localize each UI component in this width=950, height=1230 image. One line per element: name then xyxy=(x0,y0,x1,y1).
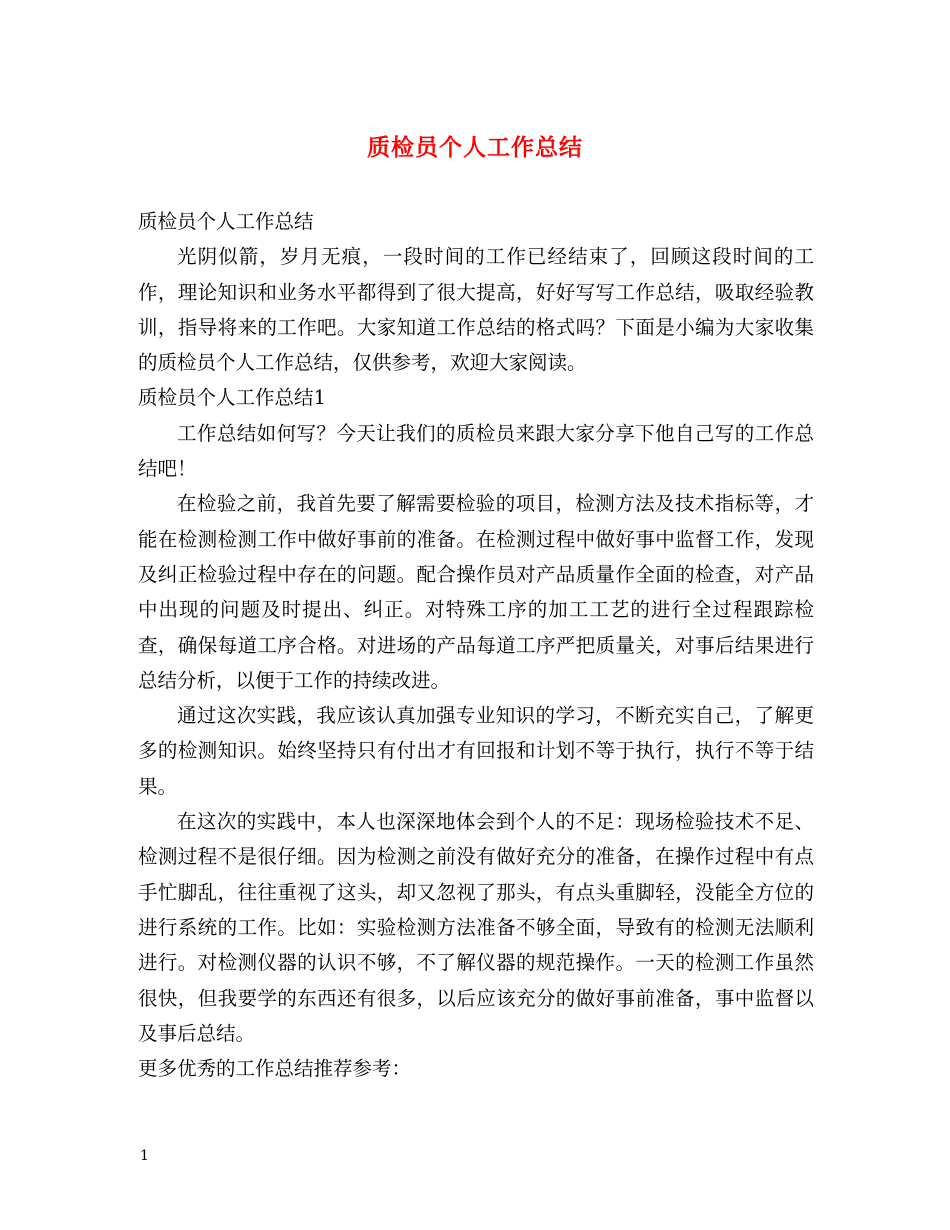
paragraph-practice: 通过这次实践，我应该认真加强专业知识的学习，不断充实自己，了解更多的检测知识。始终坚持只有付出才有回报和计划不等于执行，执行不等于结果。 xyxy=(138,704,814,798)
paragraph-lead: 工作总结如何写？今天让我们的质检员来跟大家分享下他自己写的工作总结吧！ xyxy=(138,421,814,481)
paragraph-more: 更多优秀的工作总结推荐参考： xyxy=(138,1057,412,1081)
paragraph-shortcomings: 在这次的实践中，本人也深深地体会到个人的不足：现场检验技术不足、检测过程不是很仔细。因为检测之前没有做好充分的准备，在操作过程中有点手忙脚乱，往往重视了这头，却又忽视了那头，有点头重脚轻，没能全方位的进行系统的工作。比如：实验检测方法准备不够全面，导致有的检测无法顺利进行。对检测仪器的认识不够，不了解仪器的规范操作。一天的检测工作虽然很快，但我要学的东西还有很多，以后应该充分的做好事前准备，事中监督以及事后总结。 xyxy=(138,810,814,1045)
document-title: 质检员个人工作总结 xyxy=(367,134,583,161)
paragraph-inspection: 在检验之前，我首先要了解需要检验的项目，检测方法及技术指标等，才能在检测检测工作中做好事前的准备。在检测过程中做好事中监督工作，发现及纠正检验过程中存在的问题。配合操作员对产品质量作全面的检查，对产品中出现的问题及时提出、纠正。对特殊工序的加工工艺的进行全过程跟踪检查，确保每道工序合格。对进场的产品每道工序严把质量关，对事后结果进行总结分析，以便于工作的持续改进。 xyxy=(138,492,814,692)
page-number: 1 xyxy=(140,1148,149,1164)
document-body xyxy=(138,204,814,1086)
paragraph-subtitle: 质检员个人工作总结 xyxy=(138,210,314,233)
paragraph-section-heading: 质检员个人工作总结1 xyxy=(138,386,326,410)
paragraph-intro: 光阴似箭，岁月无痕，一段时间的工作已经结束了，回顾这段时间的工作，理论知识和业务水平都得到了很大提高，好好写写工作总结，吸取经验教训，指导将来的工作吧。大家知道工作总结的格式吗？下面是小编为大家收集的质检员个人工作总结，仅供参考，欢迎大家阅读。 xyxy=(138,245,814,375)
